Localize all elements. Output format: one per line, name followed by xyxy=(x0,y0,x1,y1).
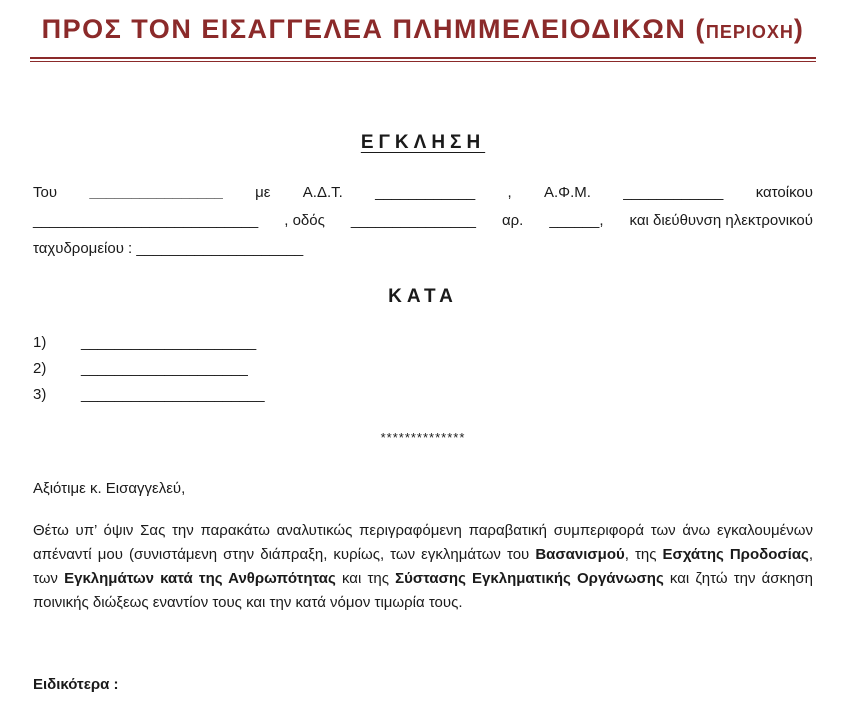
separator-stars: ************** xyxy=(380,430,466,445)
defendant-number: 1) xyxy=(33,334,47,351)
specifically-heading: Ειδικότερα : xyxy=(33,676,119,693)
body-paragraph xyxy=(33,519,813,615)
body-text-1: Θέτω υπ’ όψιν Σας την παρακάτω αναλυτικώς περιγραφόμενη παραβατική συμπεριφορά των άνω εγκαλουμένων απέναντί μου (συνιστάμενη στην διάπραξη, κυρίως, των εγκλημάτων του xyxy=(33,522,813,563)
defendant-item-1 xyxy=(33,334,256,351)
crime-torture: Βασανισμού xyxy=(535,546,625,563)
complaint-title xyxy=(0,132,846,154)
label-resident: κατοίκου xyxy=(755,184,813,201)
label-afm: Α.Φ.Μ. xyxy=(544,184,591,201)
blank-name: ________________ xyxy=(89,184,223,201)
blank-city: ___________________________ xyxy=(33,212,259,229)
header-title-close: ) xyxy=(793,14,805,44)
blank-number: ______, xyxy=(549,212,604,229)
complainant-row-3 xyxy=(33,240,303,257)
complainant-row-1 xyxy=(33,184,813,201)
against-title xyxy=(0,286,846,308)
label-number: αρ. xyxy=(501,212,524,229)
body-text-3: , των xyxy=(33,546,814,587)
defendant-blank: ______________________ xyxy=(81,386,265,403)
label-comma: , xyxy=(507,184,512,201)
crime-criminal-organization: Σύστασης Εγκληματικής Οργάνωσης xyxy=(395,570,664,587)
against-title-text: ΚΑΤΑ xyxy=(388,286,458,307)
complainant-row-2 xyxy=(33,212,813,229)
label-me: με xyxy=(255,184,271,201)
label-street: , οδός xyxy=(284,212,325,229)
label-tou: Του xyxy=(33,184,58,201)
body-text-4: και της xyxy=(335,570,396,587)
label-email-text: και διεύθυνση ηλεκτρονικού xyxy=(629,212,813,229)
crime-high-treason: Εσχάτης Προδοσίας xyxy=(662,546,809,563)
body-text-2: , της xyxy=(624,546,663,563)
defendant-item-2 xyxy=(33,360,248,377)
header-rule-thin xyxy=(30,61,816,62)
blank-street: _______________ xyxy=(350,212,476,229)
blank-afm: ____________ xyxy=(623,184,724,201)
blank-email: ____________________ xyxy=(136,240,304,257)
label-adt: Α.Δ.Τ. xyxy=(302,184,343,201)
crime-against-humanity: Εγκλημάτων κατά της Ανθρωπότητας xyxy=(64,570,336,587)
header-title-region: ΠΕΡΙΟΧΗ xyxy=(705,22,794,42)
blank-adt: ____________ xyxy=(375,184,476,201)
page-header-title xyxy=(0,14,846,45)
greeting: Αξιότιμε κ. Εισαγγελεύ, xyxy=(33,480,186,497)
header-rule-thick xyxy=(30,57,816,59)
header-title-main: ΠΡΟΣ ΤΟΝ ΕΙΣΑΓΓΕΛΕΑ ΠΛΗΜΜΕΛΕΙΟΔΙΚΩΝ ( xyxy=(41,14,706,44)
defendant-number: 3) xyxy=(33,386,47,403)
defendant-number: 2) xyxy=(33,360,47,377)
body-text-5: και ζητώ την άσκηση ποινικής διώξεως εναντίον τους και την κατά νόμον τιμωρία τους. xyxy=(33,570,813,611)
defendant-item-3 xyxy=(33,386,265,403)
label-email: ταχυδρομείου : xyxy=(33,240,133,257)
defendant-blank: ____________________ xyxy=(81,360,248,377)
defendant-blank: _____________________ xyxy=(81,334,257,351)
complaint-title-text: ΕΓΚΛΗΣΗ xyxy=(360,132,486,153)
